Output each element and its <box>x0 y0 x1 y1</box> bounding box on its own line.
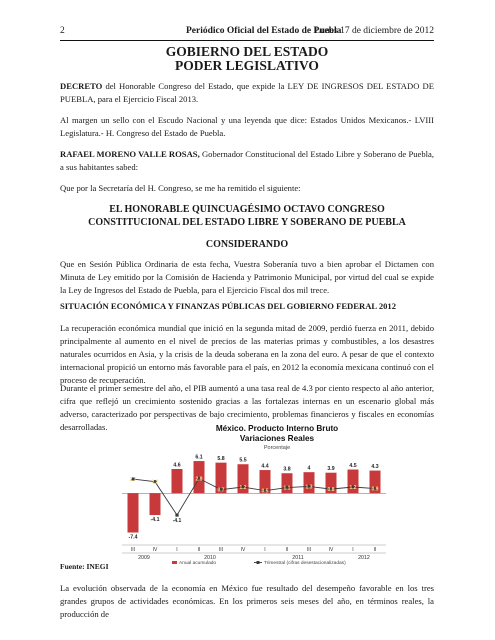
chart-line-label: 0.7 <box>217 487 225 494</box>
chart-title: México. Producto Interno Bruto <box>215 424 339 433</box>
chart-unit: Porcentaje <box>263 445 291 451</box>
chart-bar <box>150 493 161 515</box>
chart-tick-label: I <box>352 547 354 553</box>
decreto-label: DECRETO <box>60 81 103 91</box>
chart-tick-label: IV <box>152 547 158 553</box>
chart-line-label: 2.2 <box>151 479 159 486</box>
chart-tick-label: II <box>373 547 377 553</box>
legend-label-quarterly: Trimestral (cifras desestacionalizadas) <box>264 561 346 566</box>
pib-chart <box>114 421 390 566</box>
page-header <box>60 26 434 38</box>
remitido-paragraph: Que por la Secretaría del H. Congreso, se me ha remitido el siguiente: <box>60 183 301 193</box>
chart-bar-label: 5.5 <box>239 457 247 464</box>
heading-gobierno: GOBIERNO DEL ESTADO <box>165 44 329 59</box>
congreso-heading-2: CONSTITUCIONAL DEL ESTADO LIBRE Y SOBERANO DE PUEBLA <box>88 217 406 228</box>
chart-tick-label: II <box>197 547 201 553</box>
chart-bar-label: 5.8 <box>217 456 225 463</box>
chart-line-label: 1.3 <box>305 484 313 491</box>
chart-line-label: 0.9 <box>371 486 379 493</box>
legend-label-annual: Anual acumulado <box>179 561 217 566</box>
chart-bar-label: -4.1 <box>150 517 160 524</box>
chart-line-label: 2.8 <box>195 476 203 483</box>
chart-year-label: 2010 <box>204 555 216 561</box>
chart-tick-label: II <box>285 547 289 553</box>
chart-year-label: 2011 <box>292 555 304 561</box>
chart-year-label: 2012 <box>358 555 370 561</box>
chart-bar-label: 4.6 <box>173 462 181 469</box>
gobernador-text: Gobernador Constitucional del Estado Libre y Soberano de Puebla, a sus habitantes sabed: <box>60 149 434 172</box>
chart-bar <box>172 469 183 493</box>
chart-line-label: 1.1 <box>283 485 291 492</box>
pib-chart-svg <box>114 421 390 566</box>
chart-line-label: 0.8 <box>327 487 335 494</box>
chart-bar-label: 4.4 <box>261 463 269 470</box>
chart-subtitle: Variaciones Reales <box>239 434 315 443</box>
chart-year-label: 2009 <box>138 555 150 561</box>
legend-swatch-annual <box>172 561 177 564</box>
semestre-paragraph: Durante el primer semestre del año, el PIB aumentó a una tasa real de 4.3 por ciento respecto al año anterior, cifra que reflejó un crecimiento sostenido gracias a las fortalezas internas en un escenario global más adverso, caracterizado por perspectivas de bajo crecimiento, problemas financieros y fiscales en economías desarrolladas. <box>60 383 434 432</box>
publication-date: Lunes 17 de diciembre de 2012 <box>314 26 434 36</box>
chart-tick-label: III <box>130 547 136 553</box>
gobernador-paragraph <box>60 148 434 174</box>
chart-bar-label: 3.8 <box>283 466 291 473</box>
chart-source: Fuente: INEGI <box>60 562 109 571</box>
considerando-heading: CONSIDERANDO <box>205 239 289 250</box>
chart-tick-label: III <box>306 547 312 553</box>
chart-line-label: 1.2 <box>239 485 247 491</box>
chart-bar-label: 4 <box>307 465 311 472</box>
chart-bar-label: 4.3 <box>371 464 379 471</box>
section-title: SITUACIÓN ECONÓMICA Y FINANZAS PÚBLICAS DEL GOBIERNO FEDERAL 2012 <box>60 301 397 311</box>
chart-tick-label: I <box>264 547 266 553</box>
header-rule <box>60 40 434 41</box>
chart-line-label: 1.2 <box>349 485 357 491</box>
evolucion-paragraph: La evolución observada de la economía en México fue resultado del desempeño favorable en los tres grandes grupos de actividades económicas. En los primeros seis meses del año, en términos reales, la producción de <box>60 583 434 619</box>
chart-bar-label: 3.9 <box>327 466 335 473</box>
chart-line-label: -4.1 <box>172 518 182 525</box>
decreto-text: del Honorable Congreso del Estado, que expide la LEY DE INGRESOS DEL ESTADO DE PUEBLA, para el Ejercicio Fiscal 2013. <box>60 81 434 104</box>
publication-title: Periódico Oficial del Estado de Puebla <box>186 26 342 36</box>
sesion-paragraph: Que en Sesión Pública Ordinaria de esta fecha, Vuestra Soberanía tuvo a bien aprobar el Dictamen con Minuta de Ley emitido por la Comisión de Hacienda y Patrimonio Municipal, por virtud del cual se expide la Ley de Ingresos del Estado de Puebla, para el Ejercicio Fiscal dos mil trece. <box>60 259 434 295</box>
congreso-heading-1: EL HONORABLE QUINCUAGÉSIMO OCTAVO CONGRESO <box>109 204 385 215</box>
chart-bar-label: 6.1 <box>195 454 203 461</box>
recuperacion-paragraph: La recuperación económica mundial que inició en la segunda mitad de 2009, perdió fuerza en 2011, debido principalmente al aumento en el nivel de precios de las materias primas y combustibles, a los desastres naturales ocurridos en Asia, y la crisis de la deuda soberana en la zona del euro. A pesar de que el contexto internacional propició un entorno más favorable para el país, en 2012 la economía mexicana continuó con el proceso de recuperación. <box>60 323 434 385</box>
sello-paragraph: Al margen un sello con el Escudo Nacional y una leyenda que dice: Estados Unidos Mexicanos.- LVIII Legislatura.- H. Congreso del Estado de Puebla. <box>60 115 434 138</box>
chart-bar-label: -7.4 <box>128 534 138 541</box>
legend-marker-quarterly <box>257 561 260 564</box>
page-number: 2 <box>60 26 65 36</box>
chart-tick-label: IV <box>240 547 246 553</box>
chart-bar-label: 4.5 <box>349 463 357 470</box>
chart-tick-label: I <box>176 547 178 553</box>
chart-tick-label: IV <box>328 547 334 553</box>
chart-line-label: 2.7 <box>129 477 137 484</box>
gobernador-name: RAFAEL MORENO VALLE ROSAS, <box>60 149 200 159</box>
chart-bar <box>128 493 139 532</box>
chart-tick-label: III <box>218 547 224 553</box>
chart-line-label: 0.5 <box>261 488 269 495</box>
chart-line-point <box>175 513 178 516</box>
decreto-paragraph <box>60 80 434 106</box>
heading-poder-legislativo: PODER LEGISLATIVO <box>175 58 319 73</box>
